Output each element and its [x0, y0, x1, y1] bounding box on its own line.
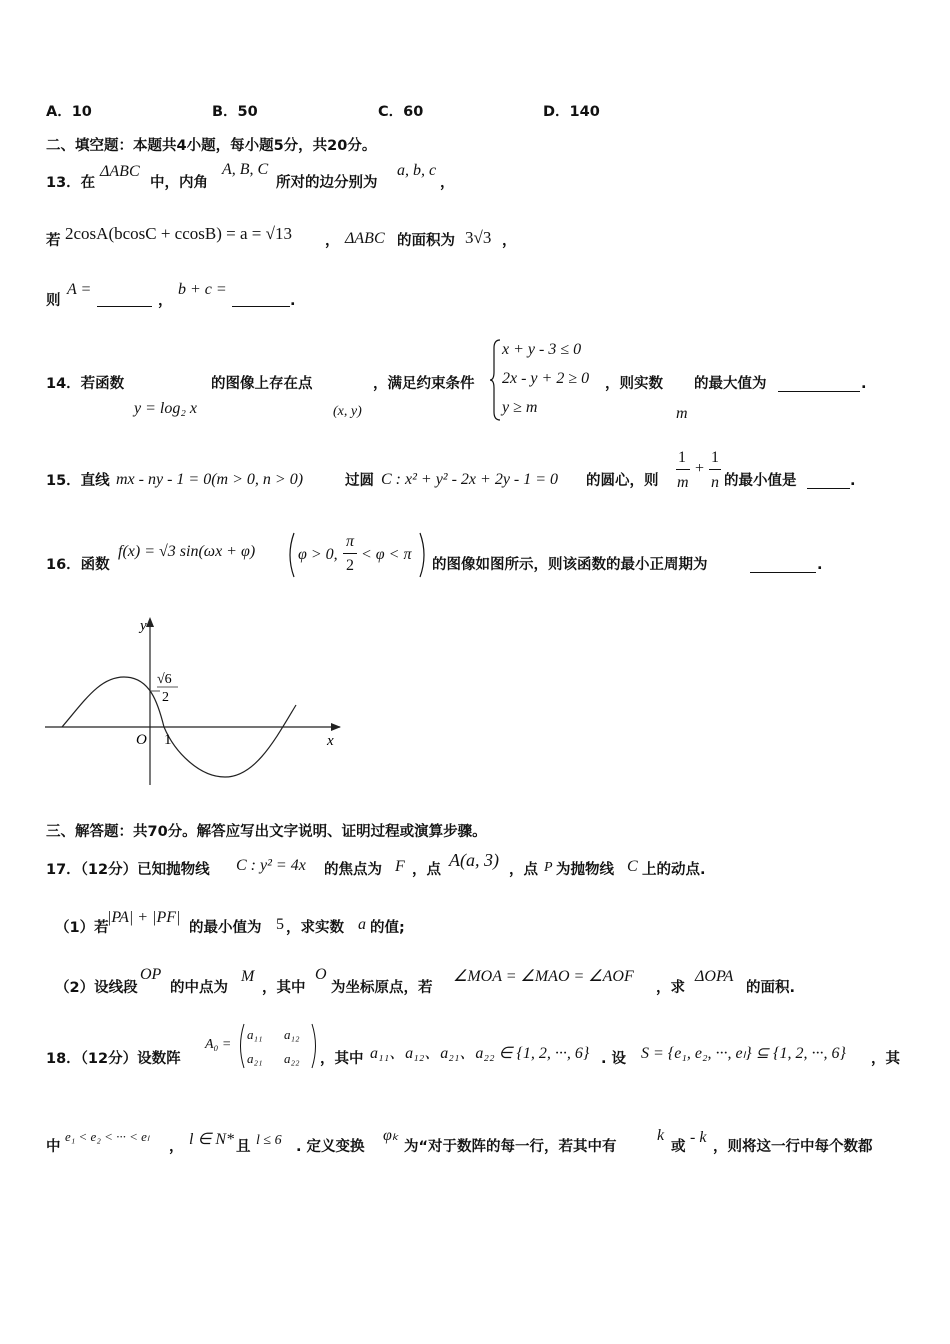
- q17-angles: ∠MOA = ∠MAO = ∠AOF: [453, 968, 634, 985]
- q13-text: 中，内角: [150, 175, 208, 191]
- q17-value: 5: [276, 916, 284, 933]
- fraction-bar: [343, 553, 357, 554]
- q13-a-eq: A =: [67, 281, 92, 298]
- fraction-bar: [709, 469, 721, 470]
- matrix-a11: a₁₁: [247, 1027, 263, 1042]
- q17-text: 的焦点为: [324, 862, 382, 878]
- q14-text: 的图像上存在点: [211, 376, 313, 392]
- q17-text: 为坐标原点，若: [331, 980, 433, 996]
- section-2-heading: 二、填空题：本题共4小题，每小题5分，共20分。: [46, 138, 377, 154]
- answer-blank[interactable]: [750, 572, 816, 573]
- answer-blank[interactable]: [97, 306, 152, 307]
- q13-area-value: 3√3: [465, 228, 492, 247]
- choice-c: C．60: [378, 104, 424, 120]
- matrix-left-paren: [236, 1022, 246, 1070]
- q17-M: M: [241, 968, 255, 985]
- q13-text: ，: [502, 233, 517, 249]
- q18-text: ，其中: [320, 1051, 364, 1067]
- q17-F: F: [395, 858, 405, 875]
- q13-triangle: ΔABC: [345, 230, 385, 247]
- origin-label: O: [136, 732, 147, 748]
- q13-text: .: [290, 293, 296, 309]
- answer-blank[interactable]: [778, 391, 860, 392]
- sine-graph: [40, 605, 360, 795]
- q18-text: 或: [671, 1139, 686, 1155]
- q17-text: ，点: [509, 862, 538, 878]
- q18-text: ，其: [871, 1051, 900, 1067]
- x-tick-1: 1: [164, 732, 172, 748]
- q18-text: . 设: [601, 1051, 627, 1067]
- q16-two: 2: [346, 557, 354, 574]
- q17-text: 的中点为: [170, 980, 228, 996]
- q18-text: ，: [169, 1139, 184, 1155]
- q17-text: 上的动点.: [642, 862, 706, 878]
- matrix-a22: a₂₂: [284, 1051, 300, 1066]
- q18-k: k: [657, 1127, 665, 1144]
- q17-point-A: A(a, 3): [449, 850, 499, 870]
- fraction-bar: [676, 469, 690, 470]
- q15-fraction-num: 1: [678, 449, 686, 466]
- section-3-heading: 三、解答题：共70分。解答应写出文字说明、证明过程或演算步骤。: [46, 824, 487, 840]
- q16-condition: φ > 0,: [298, 546, 338, 563]
- q18-minus-k: - k: [690, 1129, 707, 1146]
- q15-line: mx - ny - 1 = 0(m > 0, n > 0): [116, 471, 304, 488]
- q15-fraction-den: n: [711, 474, 719, 491]
- x-label: x: [327, 733, 334, 749]
- x-axis-arrow: [331, 723, 341, 731]
- q18-text: 中: [46, 1139, 61, 1155]
- q15-fraction-den: m: [677, 474, 689, 491]
- q14-point: (x, y): [333, 404, 362, 419]
- q18-text: ，则将这一行中每个数都: [713, 1139, 873, 1155]
- q15-text: 的圆心，则: [586, 473, 659, 489]
- q15-text: 过圆: [345, 473, 374, 489]
- q15-circle: C : x² + y² - 2x + 2y - 1 = 0: [381, 471, 559, 488]
- q18-A0: A₀ =: [205, 1037, 232, 1052]
- matrix-a12: a₁₂: [284, 1027, 300, 1042]
- q18-text: 为“对于数阵的每一行，若其中有: [404, 1139, 617, 1155]
- q13-equation: 2cosA(bcosC + ccosB) = a = √13: [65, 224, 292, 243]
- q17-expression: |PA| + |PF|: [107, 909, 181, 926]
- y-label: y: [140, 618, 147, 634]
- q18-text: 且: [236, 1139, 251, 1155]
- q18-num: 18．（12分）设数阵: [46, 1051, 181, 1067]
- q16-num: 16．函数: [46, 557, 110, 573]
- q17-text: ，求实数: [286, 920, 344, 936]
- matrix-a21: a₂₁: [247, 1051, 263, 1066]
- q16-pi: π: [346, 533, 355, 550]
- q13-bc-eq: b + c =: [178, 281, 227, 298]
- q15-text: 的最小值是: [724, 473, 797, 489]
- choice-b: B．50: [212, 104, 258, 120]
- q15-num: 15．直线: [46, 473, 110, 489]
- q13-text: ，: [158, 293, 173, 309]
- q17-text: 的值;: [370, 920, 405, 936]
- right-paren: [418, 531, 430, 579]
- q13-sides: a, b, c: [397, 162, 437, 179]
- q17-text: ，求: [656, 980, 685, 996]
- choice-d: D．140: [543, 104, 600, 120]
- q15-fraction-num: 1: [711, 449, 719, 466]
- q17-C: C: [627, 858, 638, 875]
- q14-text: ，满足约束条件: [373, 376, 475, 392]
- matrix-right-paren: [310, 1022, 320, 1070]
- q18-phi-k: φₖ: [383, 1127, 399, 1144]
- answer-blank[interactable]: [232, 306, 290, 307]
- q16-text: 的图像如图所示，则该函数的最小正周期为: [432, 557, 708, 573]
- q16-condition: < φ < π: [361, 546, 412, 563]
- q14-num: 14．若函数: [46, 376, 125, 392]
- y-value-num: √6: [157, 672, 172, 687]
- q17-a: a: [358, 916, 366, 933]
- q14-function: y = log₂ x: [134, 400, 198, 417]
- q15-text: .: [850, 473, 856, 489]
- q14-text: 的最大值为: [694, 376, 767, 392]
- q17-text: 的最小值为: [189, 920, 262, 936]
- q18-elements: a₁₁、a₁₂、a₂₁、a₂₂ ∈ {1, 2, ···, 6}: [370, 1045, 590, 1062]
- q17-num: 17．（12分）已知抛物线: [46, 862, 210, 878]
- q17-P: P: [544, 860, 553, 875]
- q14-constraint-1: x + y - 3 ≤ 0: [502, 341, 582, 358]
- q17-parabola: C : y² = 4x: [236, 857, 306, 874]
- q13-angles: A, B, C: [222, 161, 269, 178]
- y-value-den: 2: [162, 690, 169, 705]
- left-brace: [489, 338, 503, 422]
- q17-OP: OP: [140, 966, 162, 983]
- q18-text: . 定义变换: [296, 1139, 365, 1155]
- q18-l-in-N: l ∈ N*: [189, 1131, 235, 1148]
- q16-text: .: [817, 557, 823, 573]
- q13-triangle: ΔABC: [100, 163, 140, 180]
- q15-plus: +: [695, 460, 705, 477]
- q13-text: 的面积为: [397, 233, 455, 249]
- q14-text: .: [861, 376, 867, 392]
- q13-text: 若: [46, 233, 61, 249]
- choice-a: A．10: [46, 104, 92, 120]
- q16-function: f(x) = √3 sin(ωx + φ): [118, 543, 256, 560]
- q14-text: ，则实数: [605, 376, 663, 392]
- q17-O: O: [315, 966, 327, 983]
- q18-l-le-6: l ≤ 6: [256, 1133, 282, 1148]
- q17-OPA: ΔOPA: [695, 968, 734, 985]
- q17-part2: （2）设线段: [55, 980, 138, 996]
- q13-num: 13．在: [46, 175, 96, 191]
- q13-text: 则: [46, 293, 61, 309]
- q18-order: e₁ < e₂ < ··· < eₗ: [65, 1129, 150, 1144]
- y-axis-arrow: [146, 617, 154, 627]
- answer-blank[interactable]: [807, 488, 850, 489]
- q14-constraint-3: y ≥ m: [502, 399, 538, 416]
- q17-text: ，其中: [262, 980, 306, 996]
- q17-part1: （1）若: [55, 920, 109, 936]
- left-paren: [284, 531, 296, 579]
- q17-text: ，点: [412, 862, 441, 878]
- q14-constraint-2: 2x - y + 2 ≥ 0: [502, 370, 590, 387]
- q18-set-S: S = {e₁, e₂, ···, eₗ} ⊆ {1, 2, ···, 6}: [641, 1045, 846, 1062]
- q17-text: 的面积.: [746, 980, 796, 996]
- q17-text: 为抛物线: [556, 862, 614, 878]
- q13-text: ，: [325, 233, 340, 249]
- q13-text: ，: [440, 175, 455, 191]
- q14-m: m: [676, 405, 688, 422]
- q13-text: 所对的边分别为: [276, 175, 378, 191]
